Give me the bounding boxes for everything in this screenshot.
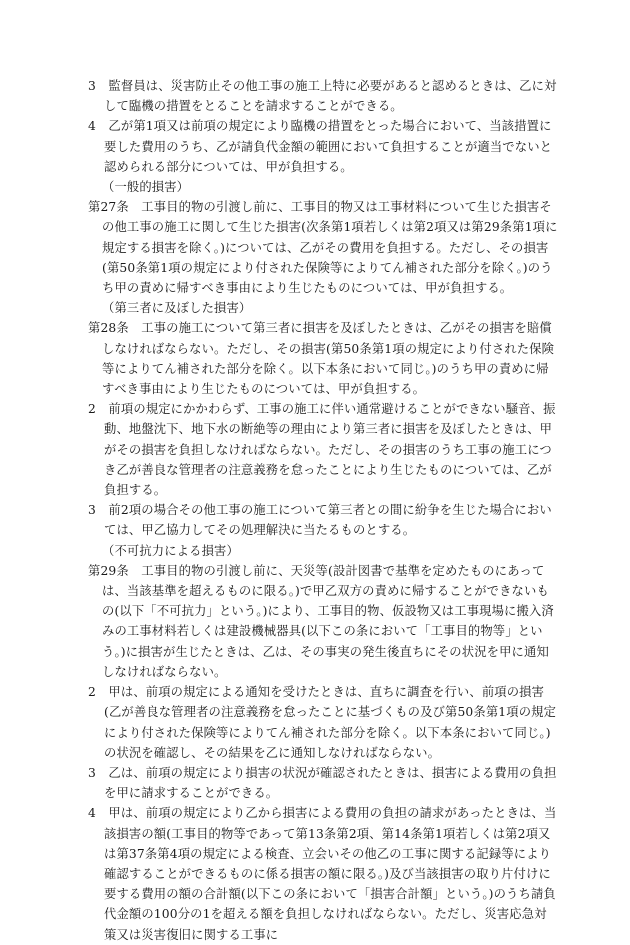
document-body [88,76,558,945]
clause-item-3-supervisor: 3 監督員は、災害防止その他工事の施工上特に必要があると認めるときは、乙に対して臨機の措置をとることを請求することができる。 [88,79,557,114]
article-28-item-3: 3 前2項の場合その他工事の施工について第三者との間に紛争を生じた場合においては、甲乙協力してその処理解決に当たるものとする。 [88,503,552,538]
article-27-heading: （一般的損害） [102,180,190,195]
article-28-item-2: 2 前項の規定にかかわらず、工事の施工に伴い通常避けることができない騒音、振動、地盤沈下、地下水の断絶等の理由により第三者に損害を及ぼしたときは、甲がその損害を負担しなければならない。ただし、その損害のうち工事の施工につき乙が善良な管理者の注意義務を怠ったことにより生じたものについては、乙が負担する。 [88,402,556,498]
article-29-item-3: 3 乙は、前項の規定により損害の状況が確認されたときは、損害による費用の負担を甲に請求することができる。 [88,765,557,801]
article-29-item-2: 2 甲は、前項の規定による通知を受けたときは、直ちに調査を行い、前項の損害(乙が善良な管理者の注意義務を怠ったことに基づくもの及び第50条第1項の規定により付された保険等によりてん補された部分を除く。以下本条において同じ。)の状況を確認し、その結果を乙に通知しなければならない。 [88,685,557,760]
clause-item-4-emergency-cost: 4 乙が第1項又は前項の規定により臨機の措置をとった場合において、当該措置に要した費用のうち、乙が請負代金額の範囲において負担することが適当でないと認められる部分については、甲が負担する。 [88,119,553,174]
article-28-text: 第28条 工事の施工について第三者に損害を及ぼしたときは、乙がその損害を賠償しなければならない。ただし、その損害(第50条第1項の規定により付された保険等によりてん補された部分を除く。以下本条において同じ。)のうち甲の責めに帰すべき事由により生じたものについては、甲が負担する。 [88,321,555,397]
article-27-text: 第27条 工事目的物の引渡し前に、工事目的物又は工事材料について生じた損害その他工事の施工に関して生じた損害(次条第1項若しくは第2項又は第29条第1項に規定する損害を除く。)については、乙がその費用を負担する。ただし、その損害(第50条第1項の規定により付された保険等によりてん補された部分を除く。)のうち甲の責めに帰すべき事由により生じたものについては、甲が負担する。 [88,200,558,296]
article-28-heading: （第三者に及ぼした損害） [102,301,252,316]
article-29-item-4: 4 甲は、前項の規定により乙から損害による費用の負担の請求があったときは、当該損害の額(工事目的物等であって第13条第2項、第14条第1項若しくは第2項又は第37条第4項の規定による検査、立会いその他乙の工事に関する記録等により確認することができるものに係る損害の額に限る。)及び当該損害の取り片付けに要する費用の額の合計額(以下この条において「損害合計額」という。)のうち請負代金額の100分の1を超える額を負担しなければならない。ただし、災害応急対策又は災害復旧に関する工事に [88,806,557,942]
article-29-heading: （不可抗力による損害） [102,543,239,558]
article-29-text: 第29条 工事目的物の引渡し前に、天災等(設計図書で基準を定めたものにあっては、当該基準を超えるものに限る。)で甲乙双方の責めに帰することができないもの(以下「不可抗力」という。)により、工事目的物、仮設物又は工事現場に搬入済みの工事材料若しくは建設機械器具(以下この条において「工事目的物等」という。)に損害が生じたときは、乙は、その事実の発生後直ちにその状況を甲に通知しなければならない。 [88,563,554,679]
